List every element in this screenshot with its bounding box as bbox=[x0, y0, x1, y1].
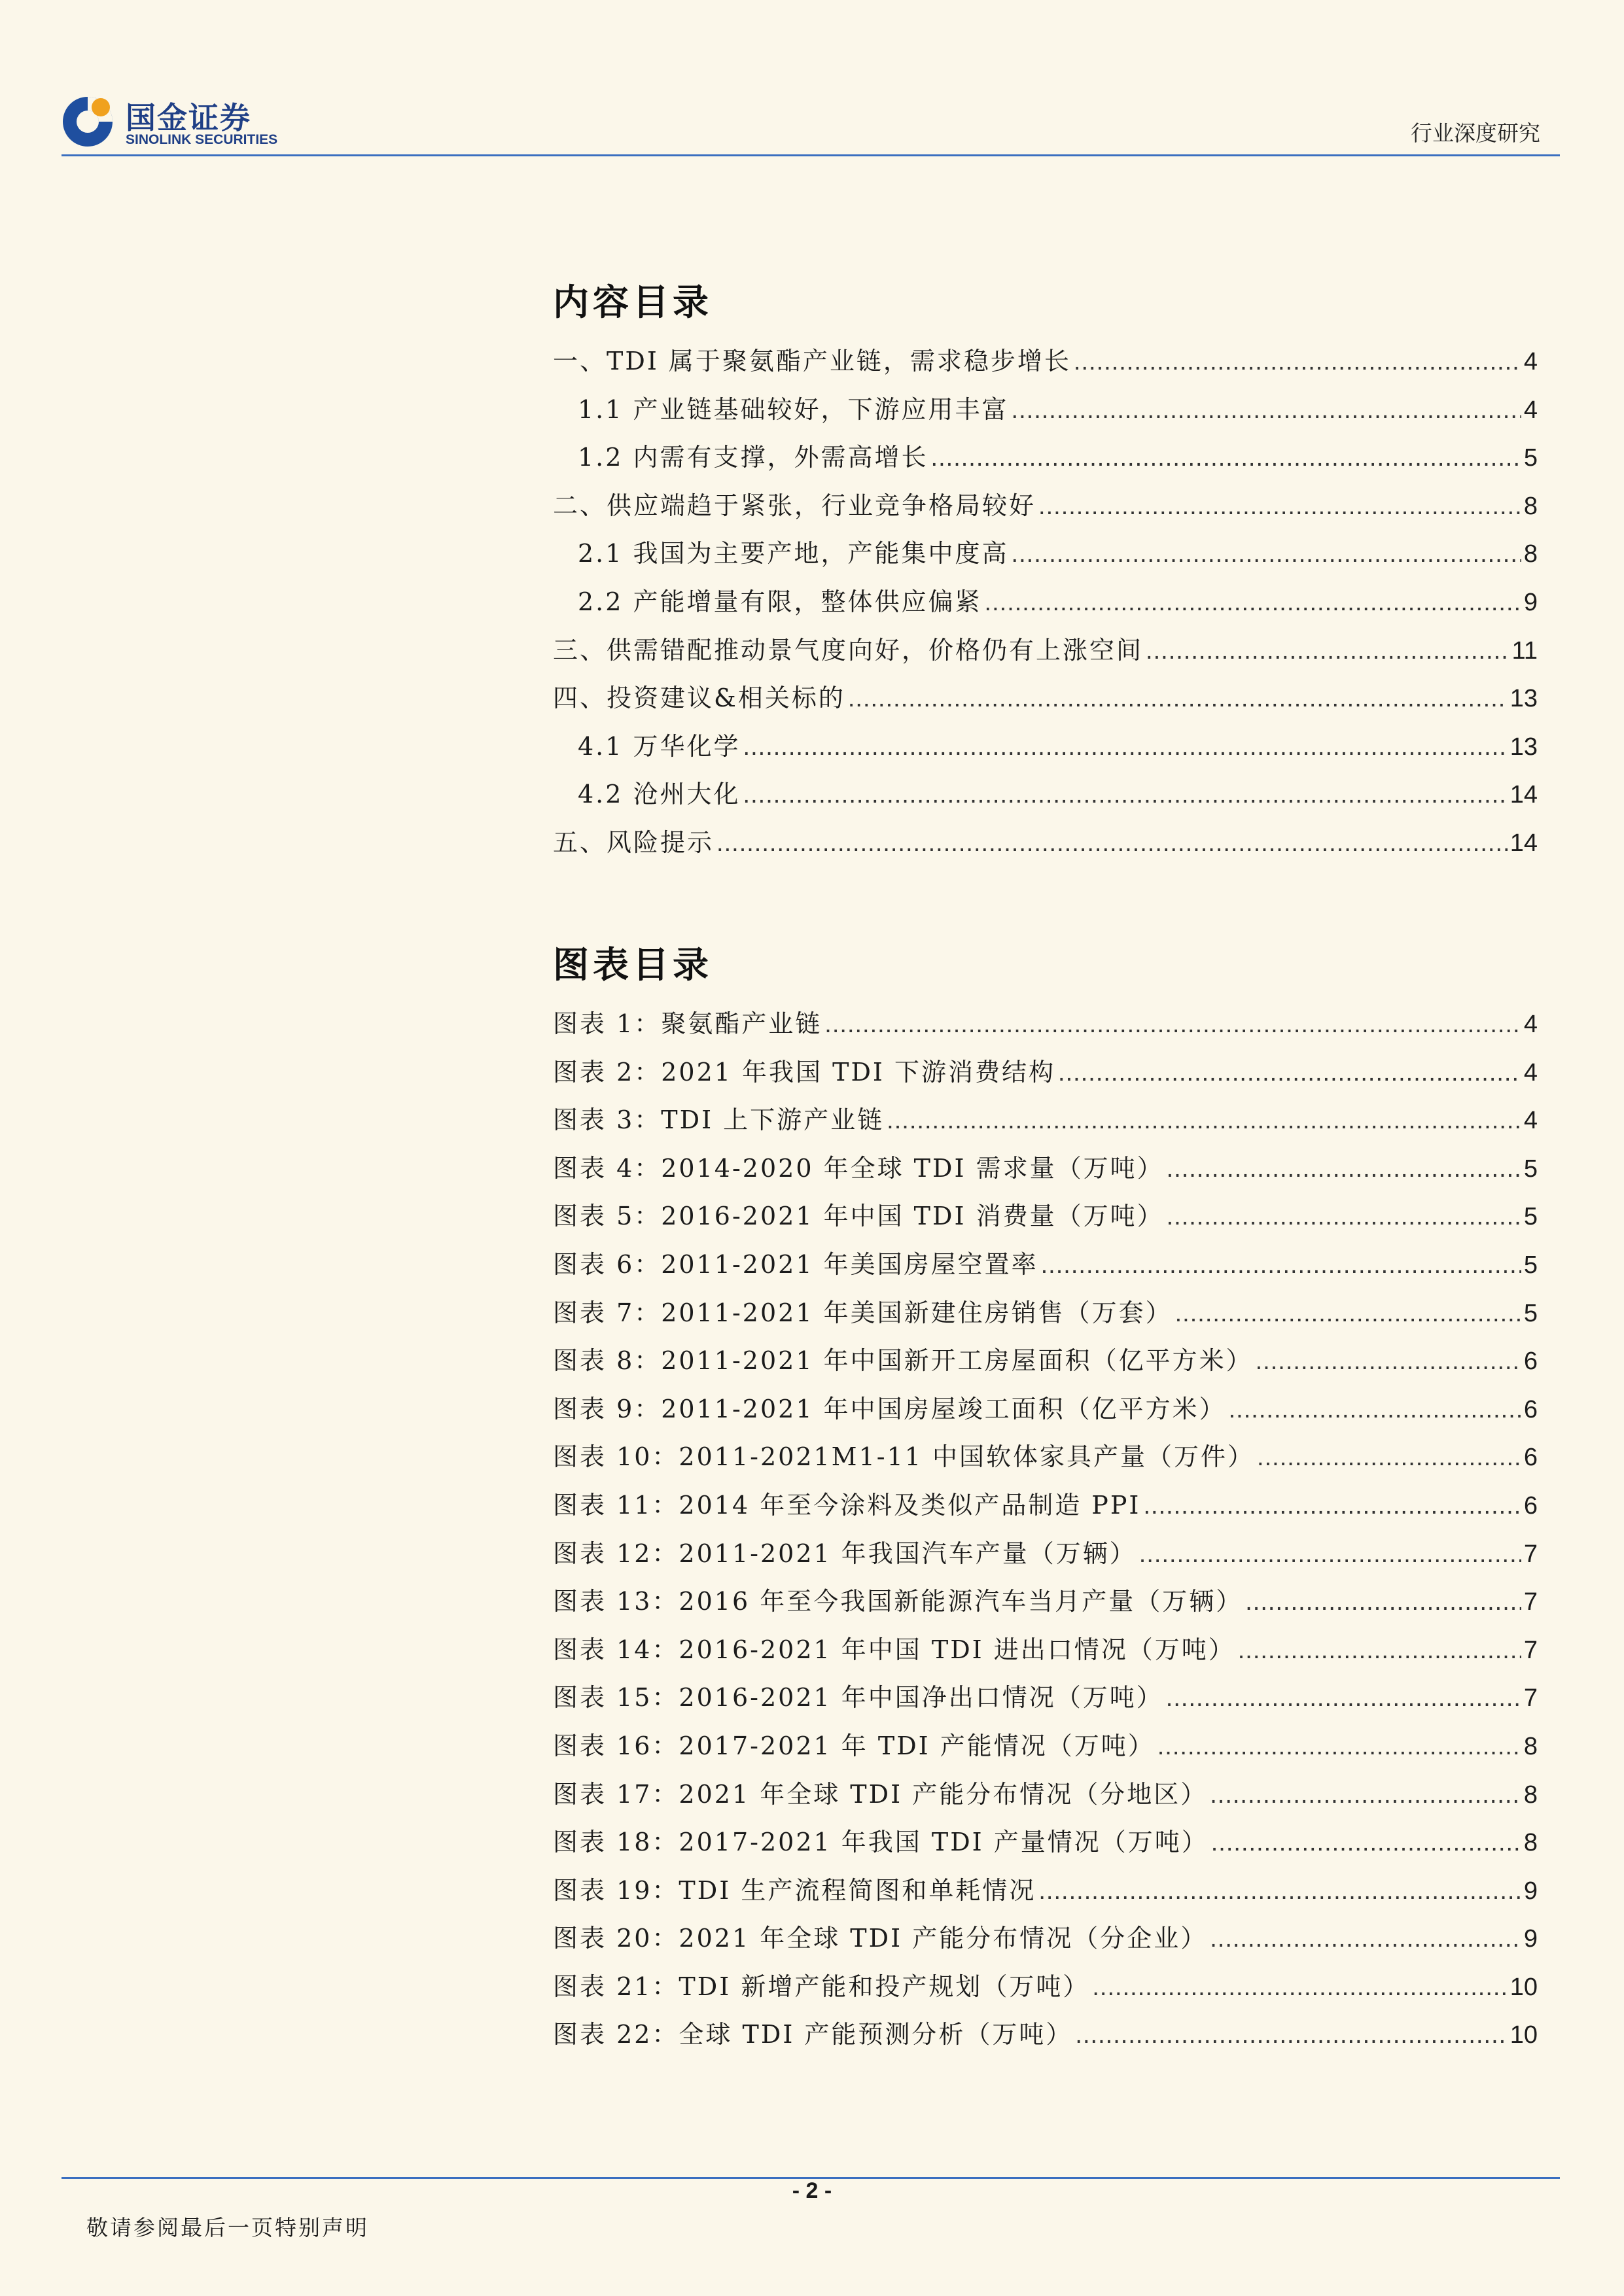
toc-entry-label: 图表 9：2011-2021 年中国房屋竣工面积（亿平方米） bbox=[553, 1394, 1226, 1423]
toc-entry-page: 4 bbox=[1523, 1107, 1538, 1135]
toc-entry-page: 9 bbox=[1523, 1925, 1538, 1953]
page-number: - 2 - bbox=[792, 2178, 832, 2203]
toc-entry-label: 图表 4：2014-2020 年全球 TDI 需求量（万吨） bbox=[553, 1153, 1164, 1183]
toc-entry-page: 6 bbox=[1523, 1348, 1538, 1376]
toc-entry-label: 1.2 内需有支撑，外需高增长 bbox=[578, 443, 928, 472]
header-divider bbox=[62, 154, 1560, 156]
chart-toc-entry[interactable] bbox=[553, 1241, 1538, 1289]
toc-leader-dots bbox=[1041, 1242, 1521, 1290]
toc-leader-dots bbox=[1058, 1049, 1521, 1098]
toc-entry[interactable] bbox=[553, 530, 1538, 578]
toc-leader-dots bbox=[743, 723, 1508, 772]
toc-entry-page: 9 bbox=[1523, 1877, 1538, 1905]
chart-toc-entry[interactable] bbox=[553, 1096, 1538, 1145]
toc-entry-page: 7 bbox=[1523, 1684, 1538, 1713]
toc-entry-page: 5 bbox=[1523, 1299, 1538, 1327]
toc-entry-label: 图表 11：2014 年至今涂料及类似产品制造 PPI bbox=[553, 1490, 1141, 1520]
toc-leader-dots bbox=[1175, 1290, 1521, 1338]
toc-leader-dots bbox=[1143, 1482, 1521, 1531]
chart-toc-entry[interactable] bbox=[553, 1049, 1538, 1097]
chart-toc-entry[interactable] bbox=[553, 1289, 1538, 1338]
toc-leader-dots bbox=[1167, 1145, 1521, 1194]
logo-english-name: SINOLINK SECURITIES bbox=[126, 132, 278, 147]
toc-leader-dots bbox=[1256, 1338, 1521, 1386]
toc-entry[interactable] bbox=[553, 674, 1538, 723]
toc-entry-label: 一、TDI 属于聚氨酯产业链，需求稳步增长 bbox=[553, 347, 1071, 375]
toc-entry-label: 图表 8：2011-2021 年中国新开工房屋面积（亿平方米） bbox=[553, 1346, 1253, 1376]
toc-leader-dots bbox=[887, 1097, 1521, 1145]
toc-entry-label: 五、风险提示 bbox=[553, 827, 715, 857]
toc-entry-label: 三、供需错配推动景气度向好，价格仍有上涨空间 bbox=[553, 635, 1144, 665]
toc-entry-page: 6 bbox=[1523, 1444, 1538, 1472]
chart-toc-entry[interactable] bbox=[553, 1000, 1538, 1049]
toc-entry-label: 图表 19：TDI 生产流程简图和单耗情况 bbox=[553, 1875, 1036, 1905]
toc-entry-page: 4 bbox=[1523, 348, 1538, 375]
chart-toc-entry[interactable] bbox=[553, 1771, 1538, 1819]
toc-leader-dots bbox=[824, 1001, 1521, 1049]
charts-toc bbox=[553, 939, 1538, 2059]
toc-entry-page: 7 bbox=[1523, 1636, 1538, 1664]
chart-toc-entry[interactable] bbox=[553, 1818, 1538, 1867]
chart-toc-entry[interactable] bbox=[553, 1963, 1538, 2011]
toc-leader-dots bbox=[1038, 1868, 1521, 1916]
toc-entry-label: 图表 14：2016-2021 年中国 TDI 进出口情况（万吨） bbox=[553, 1635, 1235, 1664]
toc-entry-page: 5 bbox=[1523, 1251, 1538, 1279]
toc-entry-label: 图表 12：2011-2021 年我国汽车产量（万辆） bbox=[553, 1539, 1137, 1568]
toc-entry-label: 图表 16：2017-2021 年 TDI 产能情况（万吨） bbox=[553, 1731, 1155, 1760]
toc-leader-dots bbox=[743, 771, 1508, 820]
chart-toc-entry[interactable] bbox=[553, 1915, 1538, 1963]
toc-entry-label: 1.1 产业链基础较好，下游应用丰富 bbox=[578, 394, 1009, 424]
toc-entry[interactable] bbox=[553, 723, 1538, 771]
toc-entry-page: 8 bbox=[1523, 1732, 1538, 1760]
toc-leader-dots bbox=[1166, 1675, 1521, 1723]
toc-leader-dots bbox=[1074, 338, 1521, 387]
toc-entry-page: 5 bbox=[1523, 1203, 1538, 1231]
toc-entry-page: 5 bbox=[1523, 1155, 1538, 1183]
toc-leader-dots bbox=[1257, 1434, 1521, 1482]
toc-entry-page: 4 bbox=[1523, 1011, 1538, 1038]
chart-toc-entry[interactable] bbox=[553, 1722, 1538, 1771]
toc-entry-page: 11 bbox=[1511, 636, 1538, 665]
charts-list bbox=[553, 1000, 1538, 2059]
chart-toc-entry[interactable] bbox=[553, 1578, 1538, 1626]
contents-list bbox=[553, 338, 1538, 867]
toc-entry-label: 图表 18：2017-2021 年我国 TDI 产量情况（万吨） bbox=[553, 1828, 1209, 1857]
toc-entry[interactable] bbox=[553, 627, 1538, 675]
toc-leader-dots bbox=[1146, 627, 1509, 676]
toc-entry-label: 四、投资建议&相关标的 bbox=[553, 684, 845, 713]
company-logo bbox=[62, 93, 297, 152]
toc-entry[interactable] bbox=[553, 482, 1538, 531]
toc-entry-label: 图表 17：2021 年全球 TDI 产能分布情况（分地区） bbox=[553, 1779, 1208, 1809]
chart-toc-entry[interactable] bbox=[553, 1626, 1538, 1675]
toc-leader-dots bbox=[1210, 1771, 1521, 1820]
report-type-label: 行业深度研究 bbox=[1411, 120, 1540, 146]
sinolink-logo-icon bbox=[62, 93, 116, 148]
toc-entry-label: 2.1 我国为主要产地，产能集中度高 bbox=[578, 539, 1009, 568]
toc-entry-page: 8 bbox=[1523, 1781, 1538, 1809]
disclaimer-note: 敬请参阅最后一页特别声明 bbox=[86, 2215, 369, 2240]
toc-entry[interactable] bbox=[553, 434, 1538, 482]
contents-title: 内容目录 bbox=[553, 281, 713, 323]
toc-entry-label: 4.2 沧州大化 bbox=[578, 780, 741, 809]
chart-toc-entry[interactable] bbox=[553, 1385, 1538, 1434]
toc-entry-page: 13 bbox=[1509, 733, 1538, 761]
toc-leader-dots bbox=[1139, 1531, 1521, 1579]
toc-entry-label: 图表 20：2021 年全球 TDI 产能分布情况（分企业） bbox=[553, 1924, 1208, 1953]
chart-toc-entry[interactable] bbox=[553, 1433, 1538, 1482]
toc-entry-page: 4 bbox=[1523, 396, 1538, 424]
toc-entry[interactable] bbox=[553, 386, 1538, 434]
toc-entry-label: 图表 2：2021 年我国 TDI 下游消费结构 bbox=[553, 1057, 1056, 1087]
toc-entry-label: 图表 10：2011-2021M1-11 中国软体家具产量（万件） bbox=[553, 1442, 1255, 1472]
logo-chinese-name: 国金证券 bbox=[126, 100, 251, 135]
toc-entry[interactable] bbox=[553, 771, 1538, 819]
toc-entry-page: 9 bbox=[1523, 588, 1538, 616]
toc-entry-label: 图表 6：2011-2021 年美国房屋空置率 bbox=[553, 1249, 1038, 1279]
toc-entry-page: 10 bbox=[1509, 1973, 1538, 2001]
toc-leader-dots bbox=[1157, 1723, 1521, 1771]
toc-entry-label: 图表 5：2016-2021 年中国 TDI 消费量（万吨） bbox=[553, 1202, 1164, 1231]
toc-entry-page: 6 bbox=[1523, 1395, 1538, 1423]
toc-entry-page: 4 bbox=[1523, 1058, 1538, 1087]
chart-toc-entry[interactable] bbox=[553, 1337, 1538, 1385]
toc-entry-label: 图表 13：2016 年至今我国新能源汽车当月产量（万辆） bbox=[553, 1587, 1243, 1616]
chart-toc-entry[interactable] bbox=[553, 1192, 1538, 1241]
toc-entry-page: 14 bbox=[1509, 781, 1538, 809]
toc-entry-page: 5 bbox=[1523, 444, 1538, 472]
chart-toc-entry[interactable] bbox=[553, 1867, 1538, 1915]
toc-entry-label: 二、供应端趋于紧张，行业竞争格局较好 bbox=[553, 491, 1036, 520]
toc-entry-label: 图表 1：聚氨酯产业链 bbox=[553, 1009, 822, 1038]
toc-leader-dots bbox=[985, 579, 1521, 627]
toc-entry-label: 4.1 万华化学 bbox=[578, 731, 741, 761]
toc-entry-page: 7 bbox=[1523, 1540, 1538, 1568]
toc-entry-label: 图表 15：2016-2021 年中国净出口情况（万吨） bbox=[553, 1683, 1163, 1713]
toc-entry[interactable] bbox=[553, 338, 1538, 386]
toc-entry-page: 8 bbox=[1523, 1829, 1538, 1857]
toc-entry-label: 2.2 产能增量有限，整体供应偏紧 bbox=[578, 587, 982, 616]
toc-leader-dots bbox=[1012, 387, 1521, 435]
toc-leader-dots bbox=[1167, 1193, 1521, 1242]
toc-entry-page: 8 bbox=[1523, 492, 1538, 520]
toc-entry-page: 6 bbox=[1523, 1491, 1538, 1520]
chart-toc-entry[interactable] bbox=[553, 1145, 1538, 1193]
chart-toc-entry[interactable] bbox=[553, 1482, 1538, 1530]
toc-leader-dots bbox=[1012, 531, 1521, 579]
chart-toc-entry[interactable] bbox=[553, 1530, 1538, 1578]
toc-entry-page: 14 bbox=[1509, 829, 1538, 857]
toc-leader-dots bbox=[1211, 1819, 1521, 1868]
toc-leader-dots bbox=[1210, 1915, 1521, 1964]
toc-entry-page: 10 bbox=[1509, 2021, 1538, 2049]
chart-toc-entry[interactable] bbox=[553, 1674, 1538, 1722]
toc-entry-label: 图表 7：2011-2021 年美国新建住房销售（万套） bbox=[553, 1298, 1173, 1327]
toc-entry-label: 图表 3：TDI 上下游产业链 bbox=[553, 1105, 885, 1135]
toc-entry[interactable] bbox=[553, 819, 1538, 867]
toc-entry-label: 图表 22：全球 TDI 产能预测分析（万吨） bbox=[553, 2020, 1073, 2049]
toc-entry-page: 13 bbox=[1509, 685, 1538, 713]
toc-leader-dots bbox=[1229, 1386, 1521, 1435]
toc-entry-page: 8 bbox=[1523, 540, 1538, 568]
toc-leader-dots bbox=[848, 675, 1508, 723]
toc-leader-dots bbox=[1092, 1964, 1507, 2012]
chart-toc-entry[interactable] bbox=[553, 2011, 1538, 2059]
toc-leader-dots bbox=[1038, 483, 1521, 531]
toc-leader-dots bbox=[1075, 2011, 1507, 2060]
charts-toc-title: 图表目录 bbox=[553, 944, 713, 986]
toc-leader-dots bbox=[931, 434, 1521, 483]
toc-entry-page: 7 bbox=[1523, 1588, 1538, 1616]
toc-leader-dots bbox=[1238, 1627, 1521, 1675]
toc-leader-dots bbox=[1245, 1578, 1521, 1627]
toc-leader-dots bbox=[716, 820, 1508, 868]
toc-entry-label: 图表 21：TDI 新增产能和投产规划（万吨） bbox=[553, 1972, 1090, 2001]
contents-toc bbox=[553, 276, 1538, 867]
toc-entry[interactable] bbox=[553, 578, 1538, 627]
